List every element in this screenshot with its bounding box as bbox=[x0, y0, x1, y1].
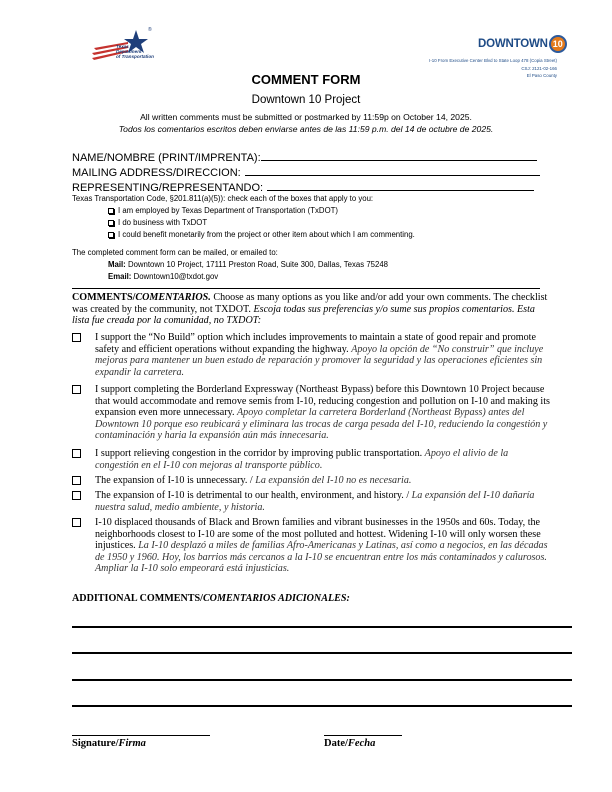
checkbox[interactable] bbox=[72, 333, 81, 342]
checkbox[interactable] bbox=[72, 476, 81, 485]
tx-code-intro: Texas Transportation Code, §201.811(a)(5)): check each of the boxes that apply to you: bbox=[72, 194, 374, 203]
representing-label: REPRESENTING/REPRESENTANDO: bbox=[72, 182, 264, 194]
checkbox[interactable] bbox=[72, 449, 81, 458]
date-line[interactable] bbox=[324, 735, 402, 736]
address-label: MAILING ADDRESS/DIRECCION: bbox=[72, 167, 241, 179]
comment-line[interactable] bbox=[72, 626, 572, 628]
tx-option-employed[interactable]: I am employed by Texas Department of Transportation (TxDOT) bbox=[108, 206, 338, 215]
page-subtitle: Downtown 10 Project bbox=[251, 94, 361, 106]
svg-text:®: ® bbox=[148, 27, 152, 33]
deadline-english: All written comments must be submitted or postmarked by 11:59p on October 14, 2025. bbox=[140, 112, 472, 122]
address-field[interactable] bbox=[72, 165, 540, 179]
checkbox[interactable] bbox=[108, 208, 114, 214]
email-link[interactable]: Downtown10@txdot.gov bbox=[133, 272, 219, 281]
mail-address: Mail: Downtown 10 Project, 17111 Preston Road, Suite 300, Dallas, Texas 75248 bbox=[108, 260, 388, 269]
comment-line[interactable] bbox=[72, 679, 572, 681]
checkbox[interactable] bbox=[108, 232, 114, 238]
comments-intro: COMMENTS/COMENTARIOS. Choose as many options as you like and/or add your own comments. The checklist was created by the community, not TXDOT. Escoja todas sus preferencias y/o sume sus propios comentarios. Esta lista fue creada por la comunidad, no TXDOT: bbox=[72, 292, 548, 326]
name-label: NAME/NOMBRE (PRINT/IMPRENTA): bbox=[72, 152, 261, 164]
comment-option-transit[interactable]: I support relieving congestion in the corridor by improving public transportation. Apoyo el alivio de la congestión en el I-10 con mejoras al transporte público. bbox=[72, 448, 552, 471]
project-csj: CSJ: 2121-02-166 bbox=[521, 65, 557, 71]
checkbox[interactable] bbox=[72, 491, 81, 500]
representing-field[interactable] bbox=[72, 180, 534, 194]
tx-option-business[interactable]: I do business with TxDOT bbox=[108, 218, 207, 227]
comment-option-displaced[interactable]: I-10 displaced thousands of Black and Brown families and vibrant businesses in the 1950s and 60s. Today, the neighborhoods closest to I-10 are some of the most polluted and hottest. Widening I-10 will only worsen these injustices. La I-10 desplazó a miles de familias Afro-Americanas y Latinas, así como a negocios, en las décadas de 1950 y 1960. Hoy, los barrios más cercanos a la I-10 se encuentran entre los más contaminados y calurosos. Ampliar la I-10 solo empeorará está injusticias. bbox=[72, 517, 552, 575]
comment-option-no-build[interactable]: I support the “No Build” option which includes improvements to maintain a state of good repair and promote safety and efficient operations without expanding the highway. Apoyo la opción de “No construir” que incluye mejoras para mantener un buen estado de reparación y promover la seguridad y las operaciones eficientes sin expandir la carretera. bbox=[72, 332, 552, 378]
email-address: Email: Downtown10@txdot.gov bbox=[108, 272, 219, 281]
checkbox[interactable] bbox=[108, 220, 114, 226]
comment-option-borderland[interactable]: I support completing the Borderland Expressway (Northeast Bypass) before this Downtown 10 Project because that would accommodate and remove semis from I-10, reducing congestion and pollution on I-10 and making its expansion even more unnecessary. Apoyo completar la carretera Borderland (Northeast Bypass) antes del Downtown 10 porque eso reubicará y eliminara las trocas de carga pesada del I-10, reduciendo la congestión y contaminación y haria la expansión aún más innecesaria. bbox=[72, 384, 552, 442]
project-limits: I-10 From Executive Center Blvd to State Loop 478 (Copia Street) bbox=[429, 58, 557, 63]
address-input-line[interactable] bbox=[245, 165, 540, 176]
date-label: Date/Fecha bbox=[324, 738, 376, 749]
comment-option-unnecessary[interactable]: The expansion of I-10 is unnecessary. / La expansión del I-10 no es necesaria. bbox=[72, 475, 552, 487]
checkbox[interactable] bbox=[72, 518, 81, 527]
page-title: COMMENT FORM bbox=[251, 72, 361, 87]
txdot-logo-text: Texas Department of Transportation bbox=[116, 44, 154, 60]
logo-word: DOWNTOWN bbox=[478, 38, 548, 50]
project-county: El Paso County bbox=[526, 73, 557, 79]
name-input-line[interactable] bbox=[261, 150, 537, 161]
comment-option-detrimental[interactable]: The expansion of I-10 is detrimental to our health, environment, and history. / La expansión del I-10 dañaría nuestra salud, medio ambiente, y historia. bbox=[72, 490, 552, 513]
comment-line[interactable] bbox=[72, 652, 572, 654]
additional-comments-heading: ADDITIONAL COMMENTS/COMENTARIOS ADICIONALES: bbox=[72, 593, 350, 604]
checkbox[interactable] bbox=[72, 385, 81, 394]
name-field[interactable] bbox=[72, 150, 537, 164]
mail-intro: The completed comment form can be mailed, or emailed to: bbox=[72, 248, 278, 257]
tx-option-benefit[interactable]: I could benefit monetarily from the project or other item about which I am commenting. bbox=[108, 230, 415, 239]
interstate-shield-icon: 10 bbox=[549, 35, 567, 53]
comment-line[interactable] bbox=[72, 705, 572, 707]
downtown-10-logo bbox=[478, 34, 567, 54]
signature-label: Signature/Firma bbox=[72, 738, 146, 749]
signature-line[interactable] bbox=[72, 735, 210, 736]
divider bbox=[72, 288, 540, 289]
representing-input-line[interactable] bbox=[267, 180, 534, 191]
deadline-spanish: Todos los comentarios escritos deben enviarse antes de las 11:59 p.m. del 14 de octubre de 2025. bbox=[118, 124, 494, 134]
